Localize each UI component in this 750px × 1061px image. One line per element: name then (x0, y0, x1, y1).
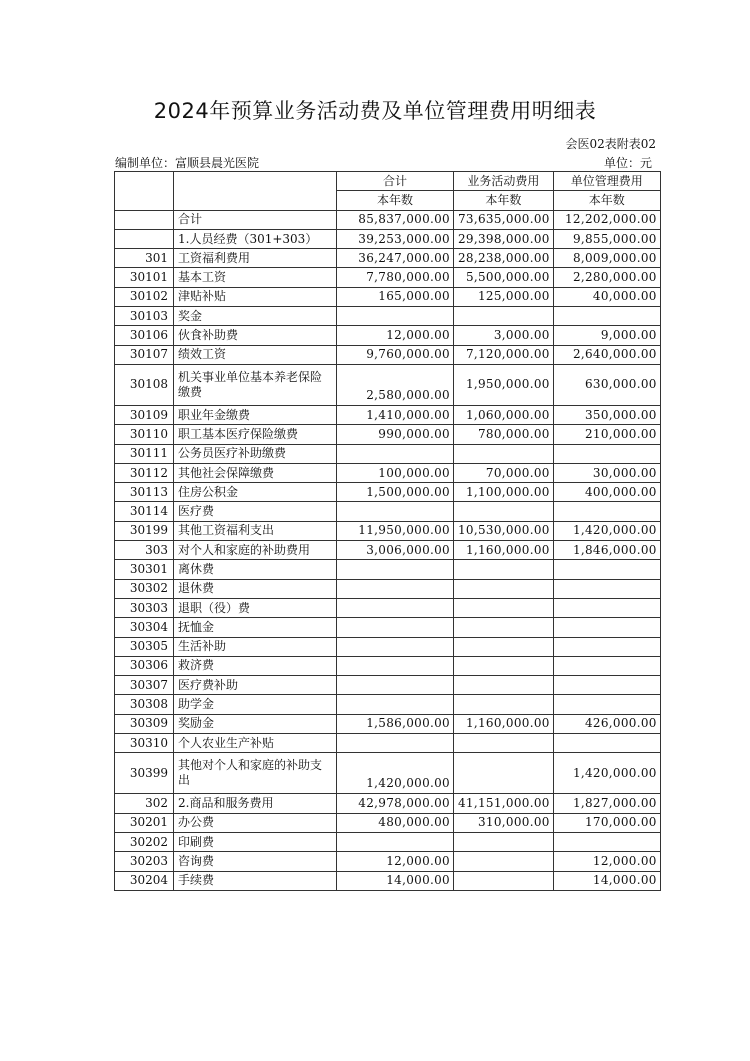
row-code: 302 (115, 794, 174, 813)
row-management (553, 560, 660, 579)
table-row (115, 463, 661, 482)
row-name: 绩效工资 (174, 345, 337, 364)
row-code: 30103 (115, 307, 174, 326)
row-total (337, 734, 454, 753)
row-name: 退职（役）费 (174, 598, 337, 617)
row-total (337, 502, 454, 521)
row-name: 工资福利费用 (174, 249, 337, 268)
row-business: 29,398,000.00 (454, 229, 554, 248)
row-total (337, 695, 454, 714)
row-management (553, 307, 660, 326)
row-code: 30102 (115, 287, 174, 306)
row-business (454, 832, 554, 851)
row-business (454, 852, 554, 871)
row-business: 41,151,000.00 (454, 794, 554, 813)
row-name: 助学金 (174, 695, 337, 714)
row-management (553, 695, 660, 714)
table-row (115, 541, 661, 560)
table-row (115, 326, 661, 345)
table-row (115, 521, 661, 540)
row-business: 28,238,000.00 (454, 249, 554, 268)
row-code: 30304 (115, 618, 174, 637)
row-name: 医疗费 (174, 502, 337, 521)
row-business (454, 656, 554, 675)
table-row (115, 714, 661, 733)
row-total (337, 560, 454, 579)
row-management: 9,000.00 (553, 326, 660, 345)
row-management: 1,420,000.00 (553, 521, 660, 540)
row-code: 30108 (115, 364, 174, 405)
row-management: 9,855,000.00 (553, 229, 660, 248)
row-code: 30305 (115, 637, 174, 656)
table-row (115, 579, 661, 598)
row-name: 咨询费 (174, 852, 337, 871)
row-name: 职业年金缴费 (174, 405, 337, 424)
row-management (553, 502, 660, 521)
row-name: 救济费 (174, 656, 337, 675)
row-business (454, 676, 554, 695)
row-total (337, 832, 454, 851)
table-row (115, 483, 661, 502)
header-sub-business: 本年数 (454, 191, 554, 210)
table-body (115, 210, 661, 890)
row-code: 30310 (115, 734, 174, 753)
row-business: 310,000.00 (454, 813, 554, 832)
row-total (337, 656, 454, 675)
row-total: 42,978,000.00 (337, 794, 454, 813)
row-business: 1,160,000.00 (454, 541, 554, 560)
row-name: 合计 (174, 210, 337, 229)
row-name: 生活补助 (174, 637, 337, 656)
table-row (115, 364, 661, 405)
header-name-cell (174, 172, 337, 211)
row-business (454, 753, 554, 794)
row-name: 其他社会保障缴费 (174, 463, 337, 482)
row-name: 职工基本医疗保险缴费 (174, 425, 337, 444)
row-management: 170,000.00 (553, 813, 660, 832)
row-total: 12,000.00 (337, 326, 454, 345)
row-code: 30302 (115, 579, 174, 598)
table-row (115, 618, 661, 637)
row-business: 70,000.00 (454, 463, 554, 482)
row-total: 12,000.00 (337, 852, 454, 871)
row-total (337, 618, 454, 637)
row-business: 7,120,000.00 (454, 345, 554, 364)
row-business: 5,500,000.00 (454, 268, 554, 287)
row-total: 39,253,000.00 (337, 229, 454, 248)
table-row (115, 210, 661, 229)
row-code: 30399 (115, 753, 174, 794)
row-total: 3,006,000.00 (337, 541, 454, 560)
table-row (115, 560, 661, 579)
table-row (115, 871, 661, 890)
row-code: 30107 (115, 345, 174, 364)
row-business: 780,000.00 (454, 425, 554, 444)
row-code: 30111 (115, 444, 174, 463)
row-business (454, 695, 554, 714)
row-management: 400,000.00 (553, 483, 660, 502)
row-management (553, 618, 660, 637)
table-row (115, 425, 661, 444)
row-business: 73,635,000.00 (454, 210, 554, 229)
table-row (115, 249, 661, 268)
header-code-cell (115, 172, 174, 211)
table-row (115, 502, 661, 521)
row-code: 30301 (115, 560, 174, 579)
compiler-label: 编制单位：富顺县晨光医院 (115, 156, 260, 170)
table-row (115, 637, 661, 656)
header-management: 单位管理费用 (553, 172, 660, 191)
header-sub-total: 本年数 (337, 191, 454, 210)
row-name: 机关事业单位基本养老保险缴费 (174, 364, 337, 405)
table-row (115, 307, 661, 326)
row-total (337, 676, 454, 695)
table-row (115, 229, 661, 248)
table-row (115, 753, 661, 794)
row-management: 630,000.00 (553, 364, 660, 405)
table-row (115, 695, 661, 714)
row-code: 30106 (115, 326, 174, 345)
row-total (337, 307, 454, 326)
row-code: 30110 (115, 425, 174, 444)
row-name: 住房公积金 (174, 483, 337, 502)
row-name: 印刷费 (174, 832, 337, 851)
row-name: 个人农业生产补贴 (174, 734, 337, 753)
row-business (454, 618, 554, 637)
row-management: 426,000.00 (553, 714, 660, 733)
table-row (115, 832, 661, 851)
row-management: 210,000.00 (553, 425, 660, 444)
row-business: 1,950,000.00 (454, 364, 554, 405)
row-code: 30109 (115, 405, 174, 424)
row-name: 离休费 (174, 560, 337, 579)
row-management (553, 832, 660, 851)
table-row (115, 852, 661, 871)
row-business: 1,060,000.00 (454, 405, 554, 424)
row-name: 基本工资 (174, 268, 337, 287)
row-code: 303 (115, 541, 174, 560)
row-name: 奖金 (174, 307, 337, 326)
row-total: 1,500,000.00 (337, 483, 454, 502)
row-total: 165,000.00 (337, 287, 454, 306)
row-business (454, 598, 554, 617)
header-business: 业务活动费用 (454, 172, 554, 191)
row-code: 301 (115, 249, 174, 268)
row-total (337, 598, 454, 617)
row-management (553, 734, 660, 753)
row-code: 30204 (115, 871, 174, 890)
row-business (454, 560, 554, 579)
row-business (454, 579, 554, 598)
row-business: 1,100,000.00 (454, 483, 554, 502)
row-name: 手续费 (174, 871, 337, 890)
row-total: 100,000.00 (337, 463, 454, 482)
row-business (454, 502, 554, 521)
row-name: 1.人员经费（301+303） (174, 229, 337, 248)
row-code: 30112 (115, 463, 174, 482)
row-business: 1,160,000.00 (454, 714, 554, 733)
row-management: 40,000.00 (553, 287, 660, 306)
table-row (115, 656, 661, 675)
row-code (115, 229, 174, 248)
row-management: 12,000.00 (553, 852, 660, 871)
table-row (115, 268, 661, 287)
row-total: 7,780,000.00 (337, 268, 454, 287)
row-business (454, 444, 554, 463)
table-row (115, 405, 661, 424)
header-row-groups (115, 172, 661, 191)
row-code: 30101 (115, 268, 174, 287)
row-code: 30203 (115, 852, 174, 871)
row-management: 2,280,000.00 (553, 268, 660, 287)
row-name: 伙食补助费 (174, 326, 337, 345)
row-management: 2,640,000.00 (553, 345, 660, 364)
row-name: 对个人和家庭的补助费用 (174, 541, 337, 560)
unit-label: 单位：元 (603, 156, 652, 170)
header-sub-management: 本年数 (553, 191, 660, 210)
row-management (553, 579, 660, 598)
row-management: 12,202,000.00 (553, 210, 660, 229)
row-total: 11,950,000.00 (337, 521, 454, 540)
row-code: 30303 (115, 598, 174, 617)
row-total (337, 579, 454, 598)
row-name: 奖励金 (174, 714, 337, 733)
row-name: 其他工资福利支出 (174, 521, 337, 540)
row-code: 30308 (115, 695, 174, 714)
row-management: 1,420,000.00 (553, 753, 660, 794)
row-name: 津贴补贴 (174, 287, 337, 306)
table-row (115, 287, 661, 306)
row-management: 14,000.00 (553, 871, 660, 890)
row-total: 990,000.00 (337, 425, 454, 444)
row-total: 9,760,000.00 (337, 345, 454, 364)
row-name: 办公费 (174, 813, 337, 832)
row-total: 36,247,000.00 (337, 249, 454, 268)
page-title: 2024年预算业务活动费及单位管理费用明细表 (153, 99, 597, 123)
row-code (115, 210, 174, 229)
row-name: 抚恤金 (174, 618, 337, 637)
row-management (553, 676, 660, 695)
table-row (115, 444, 661, 463)
row-total: 2,580,000.00 (337, 364, 454, 405)
row-management: 350,000.00 (553, 405, 660, 424)
row-business: 3,000.00 (454, 326, 554, 345)
row-name: 其他对个人和家庭的补助支出 (174, 753, 337, 794)
row-code: 30113 (115, 483, 174, 502)
table-row (115, 734, 661, 753)
row-business (454, 307, 554, 326)
row-management (553, 637, 660, 656)
row-management: 8,009,000.00 (553, 249, 660, 268)
row-business: 125,000.00 (454, 287, 554, 306)
row-management (553, 444, 660, 463)
row-code: 30114 (115, 502, 174, 521)
row-name: 2.商品和服务费用 (174, 794, 337, 813)
table-row (115, 345, 661, 364)
row-total: 480,000.00 (337, 813, 454, 832)
row-business (454, 637, 554, 656)
row-code: 30309 (115, 714, 174, 733)
row-business: 10,530,000.00 (454, 521, 554, 540)
row-management (553, 656, 660, 675)
header-total: 合计 (337, 172, 454, 191)
row-code: 30199 (115, 521, 174, 540)
row-total: 1,586,000.00 (337, 714, 454, 733)
table-row (115, 813, 661, 832)
expense-detail-table (114, 171, 661, 891)
row-total: 85,837,000.00 (337, 210, 454, 229)
row-name: 公务员医疗补助缴费 (174, 444, 337, 463)
table-row (115, 794, 661, 813)
row-name: 医疗费补助 (174, 676, 337, 695)
row-code: 30201 (115, 813, 174, 832)
form-code: 会医02表附表02 (565, 137, 656, 151)
row-management: 30,000.00 (553, 463, 660, 482)
row-business (454, 734, 554, 753)
row-total (337, 637, 454, 656)
row-total: 1,410,000.00 (337, 405, 454, 424)
row-management (553, 598, 660, 617)
row-business (454, 871, 554, 890)
table-row (115, 598, 661, 617)
row-total: 14,000.00 (337, 871, 454, 890)
row-management: 1,827,000.00 (553, 794, 660, 813)
row-management: 1,846,000.00 (553, 541, 660, 560)
row-code: 30307 (115, 676, 174, 695)
row-total (337, 444, 454, 463)
row-name: 退休费 (174, 579, 337, 598)
row-code: 30306 (115, 656, 174, 675)
row-total: 1,420,000.00 (337, 753, 454, 794)
row-code: 30202 (115, 832, 174, 851)
table-row (115, 676, 661, 695)
